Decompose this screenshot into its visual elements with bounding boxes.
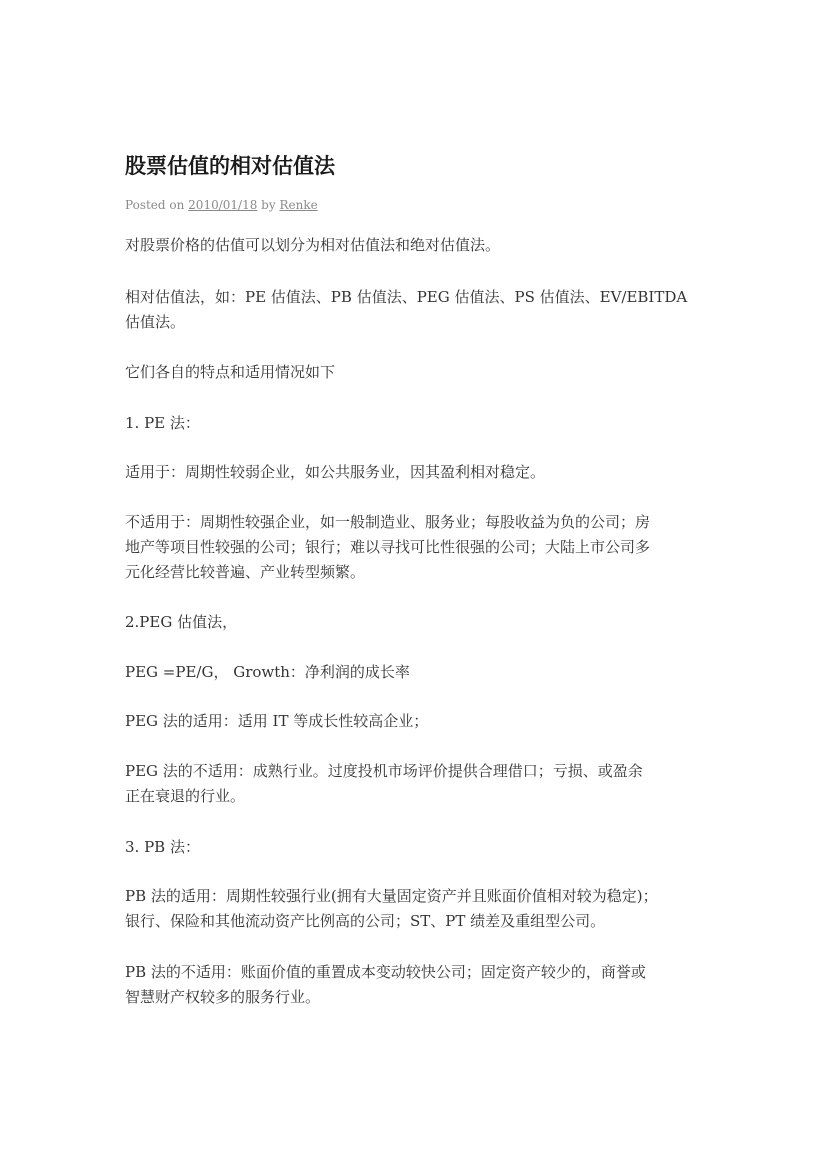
paragraph-line: 适用于：周期性较弱企业，如公共服务业，因其盈利相对稳定。 [125,463,546,481]
paragraph-line: PB 法的不适用：账面价值的重置成本变动较快公司；固定资产较少的，商誉或 [125,963,646,981]
paragraph-line: 不适用于：周期性较强企业，如一般制造业、服务业；每股收益为负的公司；房 [125,513,651,531]
paragraph-line: 3. PB 法： [125,838,200,856]
paragraph [125,460,725,485]
by-label: by [261,198,276,212]
document-page [125,0,725,1169]
paragraph-line: 相对估值法，如：PE 估值法、PB 估值法、PEG 估值法、PS 估值法、EV/EBITDA [125,288,688,306]
paragraph [125,233,725,258]
paragraph [125,510,725,585]
paragraph [125,360,725,385]
paragraph-line: 它们各自的特点和适用情况如下 [125,363,336,381]
paragraph [125,411,725,436]
paragraph [125,610,725,635]
paragraph-line: 元化经营比较普遍、产业转型频繁。 [125,563,366,581]
paragraph [125,709,725,734]
paragraph [125,285,725,335]
article-title: 股票估值的相对估值法 [125,154,335,178]
paragraph [125,835,725,860]
paragraph-line: 1. PE 法： [125,414,200,432]
post-date-link[interactable]: 2010/01/18 [188,198,258,212]
post-meta [125,196,318,214]
paragraph [125,884,725,934]
paragraph-line: 估值法。 [125,313,186,331]
paragraph-line: 正在衰退的行业。 [125,787,246,805]
posted-on-label: Posted on [125,198,185,212]
paragraph [125,759,725,809]
paragraph-line: PB 法的适用：周期性较强行业(拥有大量固定资产并且账面价值相对较为稳定)； [125,887,658,905]
paragraph [125,960,725,1010]
paragraph-line: 对股票价格的估值可以划分为相对估值法和绝对估值法。 [125,236,501,254]
paragraph-line: PEG 法的不适用：成熟行业。过度投机市场评价提供合理借口；亏损、或盈余 [125,762,643,780]
paragraph-line: 地产等项目性较强的公司；银行；难以寻找可比性很强的公司；大陆上市公司多 [125,538,651,556]
paragraph-line: 智慧财产权较多的服务行业。 [125,988,321,1006]
paragraph-line: 2.PEG 估值法， [125,613,238,631]
paragraph [125,660,725,685]
paragraph-line: PEG 法的适用：适用 IT 等成长性较高企业； [125,712,429,730]
paragraph-line: 银行、保险和其他流动资产比例高的公司；ST、PT 绩差及重组型公司。 [125,912,606,930]
paragraph-line: PEG =PE/G， Growth：净利润的成长率 [125,663,410,681]
author-link[interactable]: Renke [279,198,318,212]
